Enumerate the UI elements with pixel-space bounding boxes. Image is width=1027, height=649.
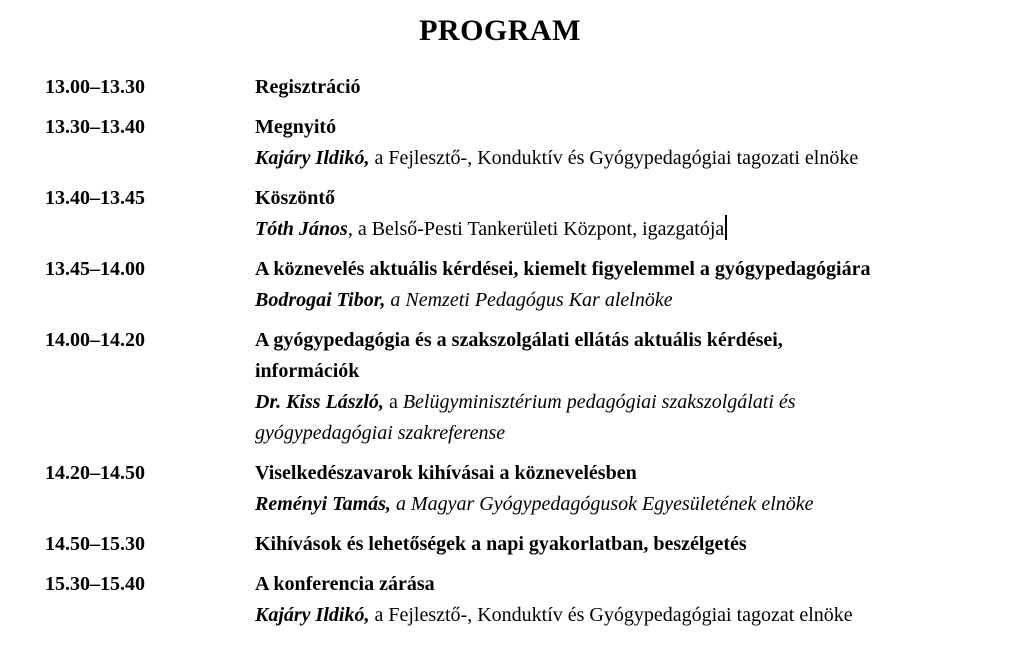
row-content bbox=[255, 458, 955, 520]
row-content bbox=[255, 72, 955, 103]
text-cursor-caret bbox=[725, 215, 727, 240]
speaker-name: Kajáry Ildikó, bbox=[255, 604, 370, 626]
speaker-description: a Nemzeti Pedagógus Kar alelnöke bbox=[385, 289, 673, 311]
speaker-line bbox=[255, 387, 955, 449]
program-schedule bbox=[45, 72, 955, 631]
speaker-name: Tóth János bbox=[255, 218, 348, 240]
row-content bbox=[255, 529, 955, 560]
speaker-description: , a Belső-Pesti Tankerületi Központ, igazgatója bbox=[347, 218, 725, 240]
speaker-description: a Fejlesztő-, Konduktív és Gyógypedagógiai tagozat elnöke bbox=[369, 604, 853, 626]
time-range: 14.00–14.20 bbox=[45, 329, 145, 351]
session-title: Köszöntő bbox=[255, 187, 335, 209]
time-range: 13.45–14.00 bbox=[45, 258, 145, 280]
session-title: Megnyitó bbox=[255, 116, 337, 138]
program-row bbox=[45, 112, 955, 174]
speaker-description: a Magyar Gyógypedagógusok Egyesületének elnöke bbox=[390, 493, 814, 515]
speaker-name: Dr. Kiss László, bbox=[255, 391, 384, 413]
program-row bbox=[45, 254, 955, 316]
speaker-line bbox=[255, 600, 955, 631]
speaker-line bbox=[255, 214, 955, 245]
time-range: 14.20–14.50 bbox=[45, 462, 145, 484]
speaker-line bbox=[255, 285, 955, 316]
program-row bbox=[45, 529, 955, 560]
session-title: A gyógypedagógia és a szakszolgálati ellátás aktuális kérdései, információk bbox=[255, 329, 783, 382]
time-range: 13.40–13.45 bbox=[45, 187, 145, 209]
program-row bbox=[45, 325, 955, 449]
speaker-name: Reményi Tamás, bbox=[255, 493, 391, 515]
speaker-line bbox=[255, 143, 955, 174]
program-row bbox=[45, 569, 955, 631]
session-title: Regisztráció bbox=[255, 76, 361, 98]
time-range: 13.30–13.40 bbox=[45, 116, 145, 138]
time-range: 15.30–15.40 bbox=[45, 573, 145, 595]
row-content bbox=[255, 183, 955, 245]
row-content bbox=[255, 325, 955, 449]
time-range: 14.50–15.30 bbox=[45, 533, 145, 555]
time-range: 13.00–13.30 bbox=[45, 76, 145, 98]
session-title: Viselkedészavarok kihívásai a köznevelésben bbox=[255, 462, 637, 484]
speaker-description: Belügyminisztérium pedagógiai szakszolgálati és gyógypedagógiai szakreferense bbox=[255, 391, 796, 444]
speaker-line bbox=[255, 489, 955, 520]
row-content bbox=[255, 112, 955, 174]
session-title: A köznevelés aktuális kérdései, kiemelt figyelemmel a gyógypedagógiára bbox=[255, 258, 871, 280]
row-content bbox=[255, 254, 955, 316]
row-content bbox=[255, 569, 955, 631]
speaker-name: Bodrogai Tibor, bbox=[255, 289, 386, 311]
session-title: Kihívások és lehetőségek a napi gyakorlatban, beszélgetés bbox=[255, 533, 747, 555]
program-row bbox=[45, 72, 955, 103]
speaker-description: a bbox=[383, 391, 403, 413]
speaker-description: a Fejlesztő-, Konduktív és Gyógypedagógiai tagozati elnöke bbox=[369, 147, 859, 169]
session-title: A konferencia zárása bbox=[255, 573, 435, 595]
speaker-name: Kajáry Ildikó, bbox=[255, 147, 370, 169]
page-title: PROGRAM bbox=[419, 14, 581, 47]
program-row bbox=[45, 458, 955, 520]
program-row bbox=[45, 183, 955, 245]
